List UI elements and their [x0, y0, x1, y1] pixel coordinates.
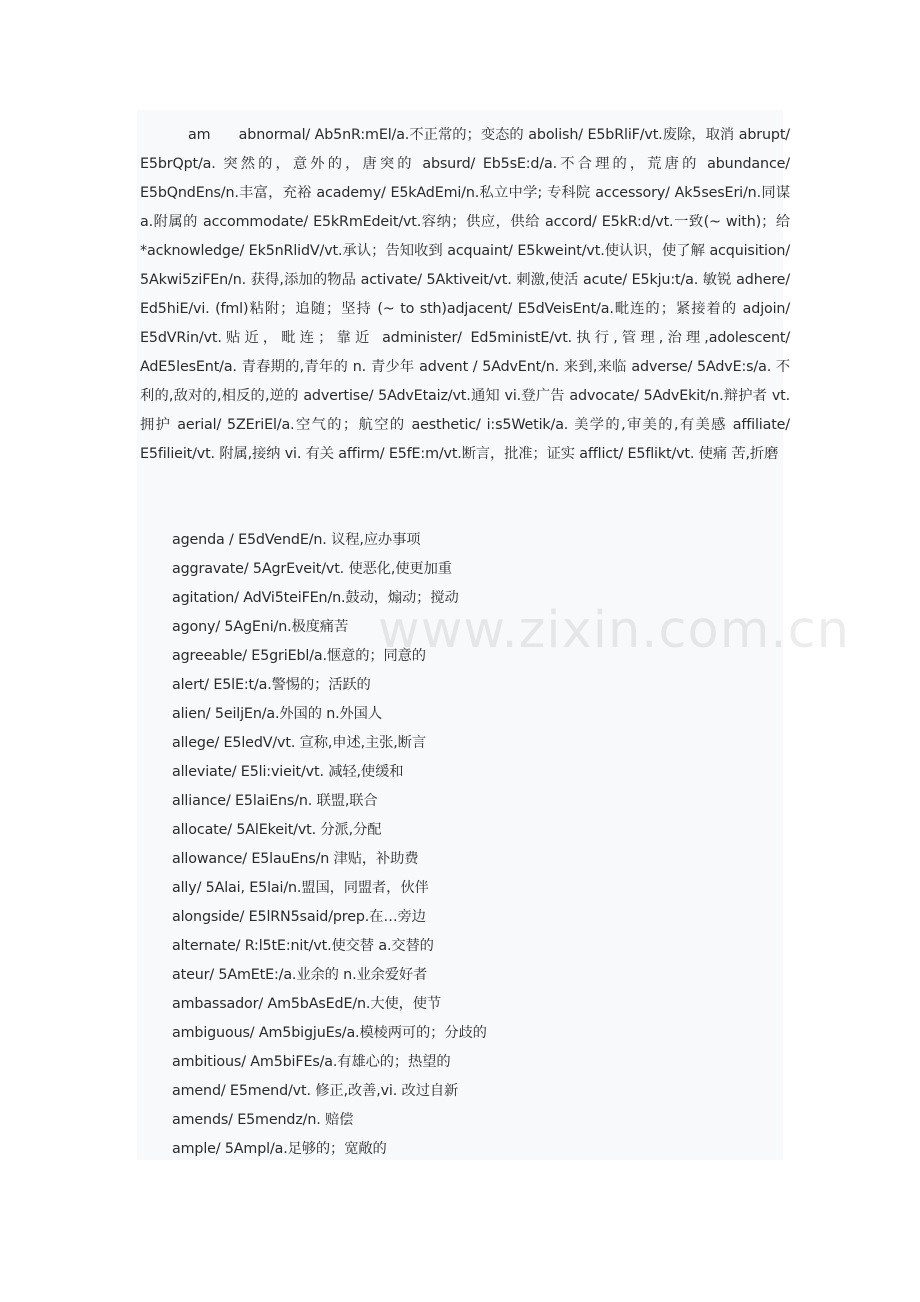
- vocabulary-paragraph: [140, 121, 790, 469]
- list-item: alongside/ E5lRN5said/prep.在…旁边: [172, 909, 426, 925]
- paragraph-line: E5kweint/vt.使认识，使了解 acquisition/ 5Akwi5ziFEn/n. 获得,添加的物品 activate/: [140, 243, 790, 288]
- list-item: amends/ E5mendz/n. 赔偿: [172, 1112, 354, 1128]
- list-item: ambassador/ Am5bAsEdE/n.大使，使节: [172, 996, 442, 1012]
- paragraph-line: E5filieit/vt. 附属,接纳 vi. 有关 affirm/ E5fE:m/vt.断言，批准；证实 afflict/ E5flikt/vt. 使痛: [140, 446, 727, 462]
- paragraph-line: E5kR:d/vt.一致(~ with)；给 *acknowledge/ Ek5nRlidV/vt.承认；告知收到 acquaint/: [140, 214, 790, 259]
- list-item: alert/ E5lE:t/a.警惕的；活跃的: [172, 677, 371, 693]
- list-item: ambiguous/ Am5bigjuEs/a.模棱两可的；分歧的: [172, 1025, 487, 1041]
- paragraph-line: abundance/ E5bQndEns/n.丰富，充裕 academy/ E5kAdEmi/n.私立中学; 专科院 accessory/: [140, 156, 790, 201]
- list-item: aggravate/ 5AgrEveit/vt. 使恶化,使更加重: [172, 561, 452, 577]
- list-item: allocate/ 5AlEkeit/vt. 分派,分配: [172, 822, 382, 838]
- paragraph-line: abrupt/ E5brQpt/a. 突然的，意外的，唐突的 absurd/ Eb5sE:d/a.不合理的，荒唐的: [140, 127, 790, 172]
- list-item: agony/ 5AgEni/n.极度痛苦: [172, 619, 349, 635]
- list-item: agenda / E5dVendE/n. 议程,应办事项: [172, 532, 421, 548]
- watermark: www.zixin.com.cn: [378, 601, 850, 660]
- list-item: ample/ 5Ampl/a.足够的；宽敞的: [172, 1141, 387, 1157]
- list-item: allege/ E5ledV/vt. 宣称,申述,主张,断言: [172, 735, 426, 751]
- paragraph-line: 5Aktiveit/vt. 刺激,使活 acute/ E5kju:t/a. 敏锐 adhere/ Ed5hiE/vi. (fml)粘附；追随；坚持 (~: [140, 272, 790, 317]
- paragraph-line: 青少年 advent / 5AdvEnt/n. 来到,来临 adverse/ 5AdvE:s/a. 不利的,敌对的,相反的,逆的: [140, 359, 791, 404]
- paragraph-line: administer/ Ed5ministE/vt.执行,管理,治理,adolescent/ AdE5lesEnt/a. 青春期的,青年的 n.: [140, 330, 790, 375]
- list-item: ambitious/ Am5biFEs/a.有雄心的；热望的: [172, 1054, 451, 1070]
- list-item: alliance/ E5laiEns/n. 联盟,联合: [172, 793, 378, 809]
- list-item: amend/ E5mend/vt. 修正,改善,vi. 改过自新: [172, 1083, 459, 1099]
- list-item: ally/ 5Alai, E5lai/n.盟国，同盟者，伙伴: [172, 880, 429, 896]
- list-item: agitation/ AdVi5teiFEn/n.鼓动，煽动；搅动: [172, 590, 459, 606]
- list-item: agreeable/ E5griEbl/a.惬意的；同意的: [172, 648, 426, 664]
- list-item: alien/ 5eiljEn/a.外国的 n.外国人: [172, 706, 382, 722]
- paragraph-line: am abnormal/ Ab5nR:mEl/a.不正常的；变态的 abolish/ E5bRliF/vt.废除，取消: [188, 127, 735, 143]
- list-item: alternate/ R:l5tE:nit/vt.使交替 a.交替的: [172, 938, 434, 954]
- paragraph-line: Ak5sesEri/n.同谋 a.附属的 accommodate/ E5kRmEdeit/vt.容纳；供应，供给 accord/: [140, 185, 790, 230]
- paragraph-line: to sth)adjacent/ E5dVeisEnt/a.毗连的；紧接着的 adjoin/ E5dVRin/vt.贴近，毗连；靠近: [140, 301, 791, 346]
- paragraph-line: 苦,折磨: [731, 446, 779, 462]
- paragraph-line: 5ZEriEl/a.空气的；航空的 aesthetic/ i:s5Wetik/a. 美学的,审美的,有美感 affiliate/: [227, 417, 790, 433]
- paragraph-line: advertise/ 5AdvEtaiz/vt.通知 vi.登广告 advocate/ 5AdvEkit/n.辩护者 vt.拥护 aerial/: [140, 388, 790, 433]
- list-item: allowance/ E5lauEns/n 津贴，补助费: [172, 851, 419, 867]
- list-item: alleviate/ E5li:vieit/vt. 减轻,使缓和: [172, 764, 404, 780]
- list-item: ateur/ 5AmEtE:/a.业余的 n.业余爱好者: [172, 967, 428, 983]
